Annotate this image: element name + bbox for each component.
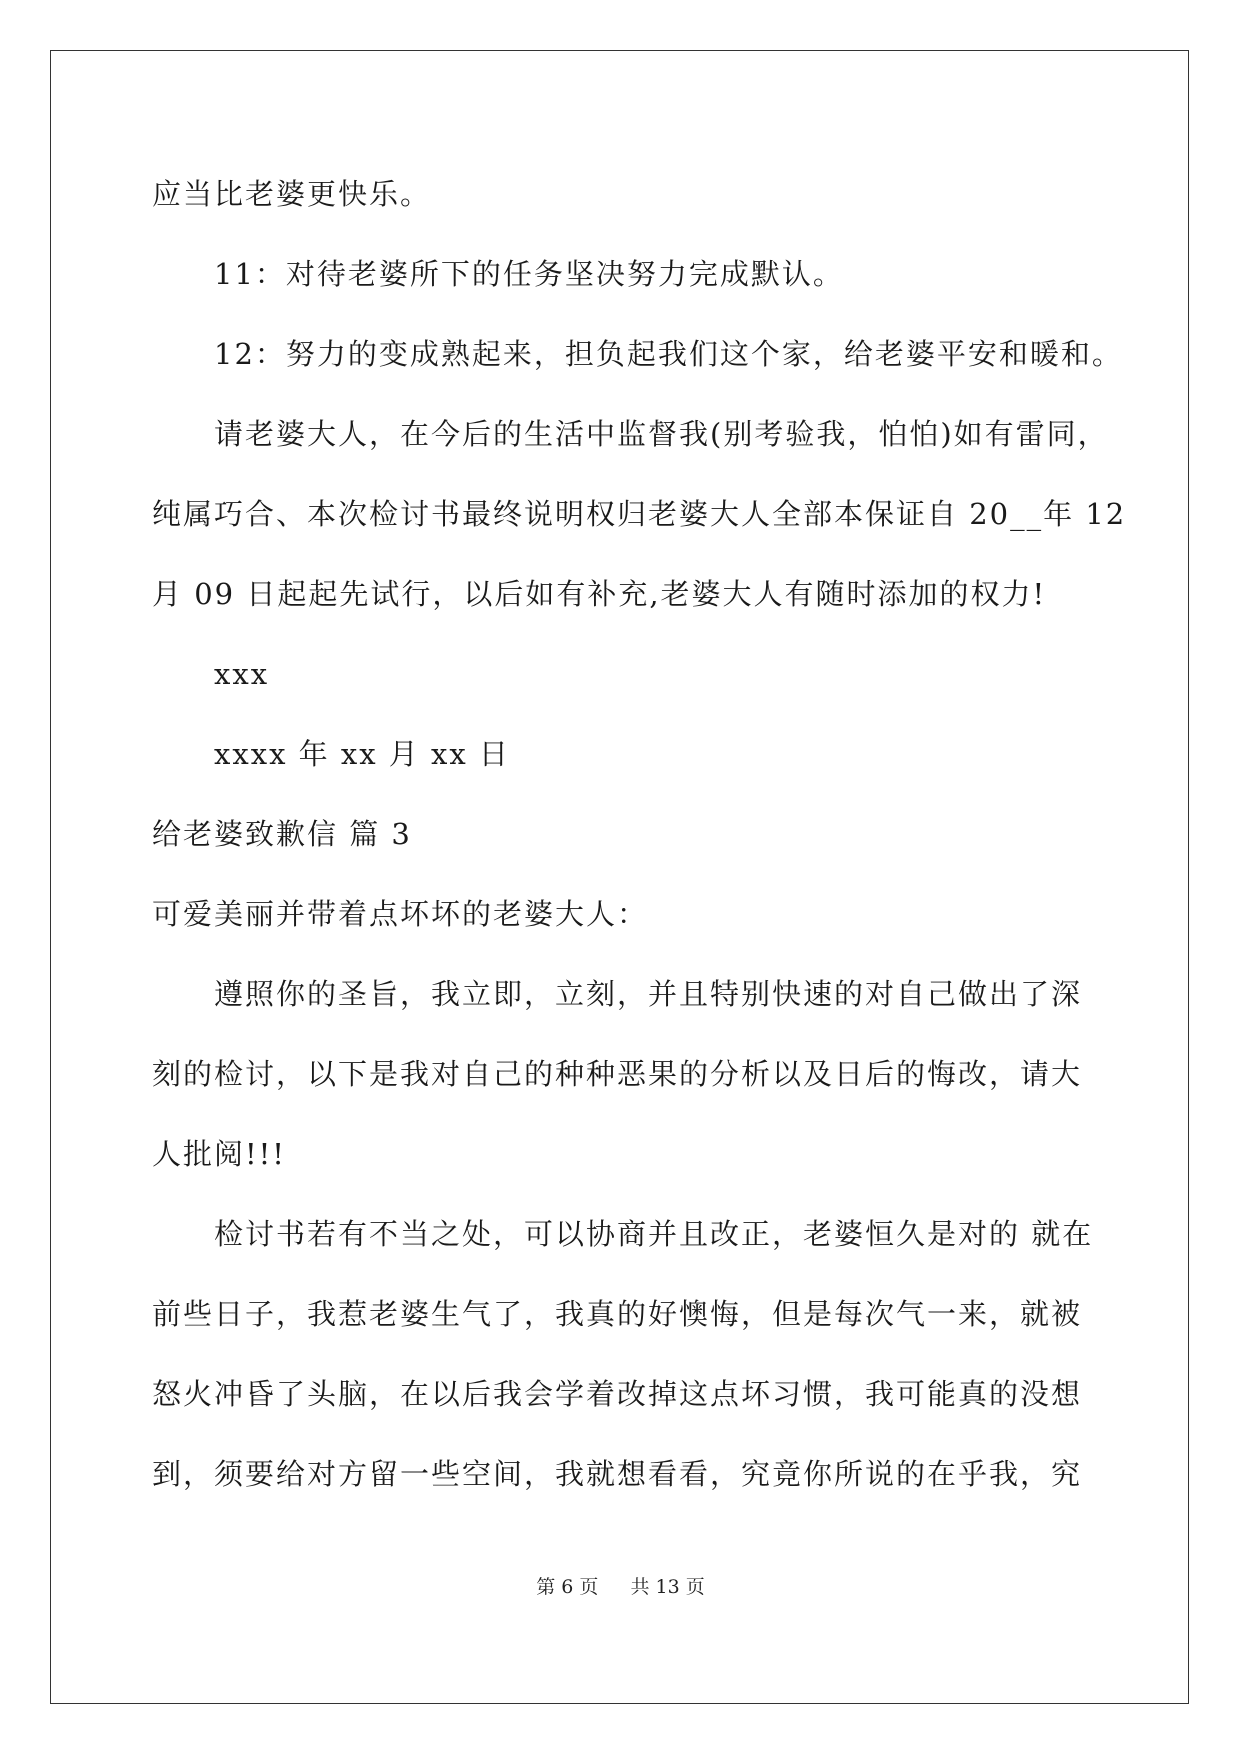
body-line: 人批阅!!! [152, 1137, 286, 1171]
body-line: 遵照你的圣旨，我立即，立刻，并且特别快速的对自己做出了深 [214, 977, 1083, 1011]
section-heading: 给老婆致歉信 篇 3 [152, 817, 412, 851]
body-line: 应当比老婆更快乐。 [152, 177, 432, 211]
body-line: 月 09 日起起先试行，以后如有补充,老婆大人有随时添加的权力! [152, 577, 1047, 611]
body-line: 怒火冲昏了头脑，在以后我会学着改掉这点坏习惯，我可能真的没想 [152, 1377, 1083, 1411]
page-total: 共 13 页 [630, 1576, 705, 1598]
body-line: 纯属巧合、本次检讨书最终说明权归老婆大人全部本保证自 20__年 12 [152, 497, 1127, 531]
page-number: 第 6 页 [536, 1576, 599, 1598]
body-line: 检讨书若有不当之处，可以协商并且改正，老婆恒久是对的 就在 [214, 1217, 1094, 1251]
body-line: 刻的检讨，以下是我对自己的种种恶果的分析以及日后的悔改，请大 [152, 1057, 1083, 1091]
signature-date: xxxx 年 xx 月 xx 日 [214, 737, 510, 771]
body-line: 到，须要给对方留一些空间，我就想看看，究竟你所说的在乎我，究 [152, 1457, 1083, 1491]
body-line: 11：对待老婆所下的任务坚决努力完成默认。 [214, 257, 844, 291]
salutation: 可爱美丽并带着点坏坏的老婆大人： [152, 897, 649, 931]
body-line: 请老婆大人，在今后的生活中监督我(别考验我，怕怕)如有雷同， [214, 417, 1109, 451]
body-line: 12：努力的变成熟起来，担负起我们这个家，给老婆平安和暖和。 [214, 337, 1123, 371]
page-footer [0, 1574, 1241, 1600]
body-line: 前些日子，我惹老婆生气了，我真的好懊悔，但是每次气一来，就被 [152, 1297, 1083, 1331]
signature-name: xxx [214, 657, 270, 691]
